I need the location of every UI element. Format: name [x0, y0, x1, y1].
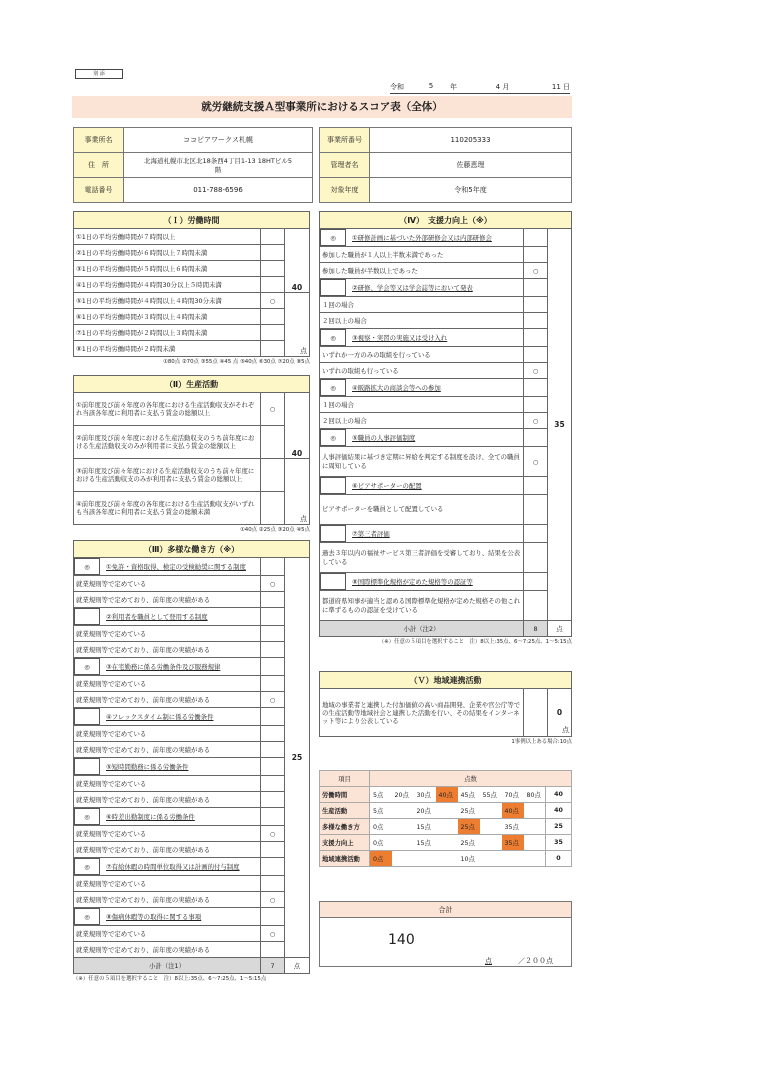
section-production [73, 375, 310, 533]
option-row: 就業規則等で定めている [74, 776, 261, 792]
selection-mark[interactable] [75, 609, 100, 625]
mark-cell[interactable] [261, 942, 285, 958]
mark-cell[interactable] [261, 842, 285, 858]
summary-cell [480, 803, 502, 819]
option-row: 就業規則等で定めており、前年度の実績がある [74, 792, 261, 808]
mark-cell[interactable]: ○ [524, 413, 548, 429]
mark-cell[interactable] [261, 277, 285, 293]
summary-row-total: 40 [546, 803, 572, 819]
group-title: ⑤短時間勤務に係る労働条件 [106, 763, 189, 771]
label-phone: 電話番号 [74, 178, 124, 203]
mark-cell[interactable] [261, 776, 285, 792]
group-title: ③在宅勤務に係る労働条件及び服務規律 [106, 663, 221, 671]
mark-cell[interactable] [261, 229, 285, 245]
summary-cell [502, 851, 524, 867]
summary-cell [436, 819, 458, 835]
section-working-hours [73, 211, 310, 365]
mark-cell[interactable] [261, 742, 285, 758]
summary-cell [480, 851, 502, 867]
selection-mark[interactable] [75, 709, 100, 725]
year-unit: 年 [450, 83, 457, 91]
scoring-note: ①80点 ②70点 ③55点 ④45 点 ⑤40点 ⑥30点 ⑦20点 ⑧5点 [163, 359, 310, 365]
summary-cell: 35点 [502, 835, 524, 851]
scoring-note: ①40点 ②25点 ③20点 ④5点 [239, 527, 310, 533]
selection-mark[interactable]: ◎ [321, 380, 346, 396]
option-row: 参加した職員が半数以上であった [320, 263, 524, 279]
mark-cell[interactable] [261, 726, 285, 742]
selection-mark[interactable]: ◎ [321, 330, 346, 346]
selection-mark[interactable] [75, 759, 100, 775]
summary-cell [392, 819, 414, 835]
section-score: 25 [285, 558, 310, 958]
selection-mark[interactable]: ◎ [75, 809, 100, 825]
mark-cell[interactable] [261, 309, 285, 325]
subtotal-value: 7 [261, 958, 285, 974]
summary-cell [524, 851, 546, 867]
section-regional [319, 671, 572, 745]
option-row: ④1日の平均労働時間が４時間30分以上５時間未満 [74, 277, 261, 293]
mark-cell[interactable] [261, 626, 285, 642]
selection-mark[interactable]: ◎ [75, 659, 100, 675]
label-target-year: 対象年度 [320, 178, 370, 203]
option-row: 就業規則等で定めており、前年度の実績がある [74, 592, 261, 608]
label-facility-number: 事業所番号 [320, 128, 370, 153]
section-title: （Ⅱ）生産活動 [74, 376, 310, 393]
mark-cell[interactable] [524, 495, 548, 525]
option-row: いずれの取組も行っている [320, 363, 524, 379]
year-value: 5 [428, 82, 434, 90]
phone: 011-788-6596 [124, 178, 313, 203]
selection-mark[interactable]: ◎ [75, 909, 100, 925]
group-title: ②研修、学会等又は学会誌等において発表 [352, 284, 473, 292]
mark-cell[interactable]: ○ [524, 447, 548, 477]
mark-cell[interactable]: ○ [261, 692, 285, 708]
summary-row-total: 25 [546, 819, 572, 835]
scoring-note: 1事例以上ある場合:10点 [511, 739, 572, 745]
mark-cell[interactable] [261, 592, 285, 608]
selection-mark[interactable]: ◎ [75, 559, 100, 575]
group-title: ③視察・実習の実施又は受け入れ [352, 334, 448, 342]
option-row: 就業規則等で定めており、前年度の実績がある [74, 642, 261, 658]
summary-cell [414, 851, 436, 867]
option-row: 就業規則等で定めており、前年度の実績がある [74, 892, 261, 908]
option-row: ①1日の平均労働時間が７時間以上 [74, 229, 261, 245]
summary-row-total: 40 [546, 787, 572, 803]
mark-cell[interactable] [261, 426, 285, 459]
header-points: 点数 [370, 771, 572, 787]
section-score: 40 [285, 229, 310, 293]
option-row: ④前年度及び前々年度の各年度における生産活動収支がいずれも当該各年度に利用者に支払う賃金の総額未満 [74, 492, 261, 525]
unit-label: 点 [562, 726, 569, 734]
unit-label: 点 [548, 621, 572, 637]
mark-cell[interactable] [261, 876, 285, 892]
summary-cell [392, 835, 414, 851]
summary-cell: 35点 [502, 819, 524, 835]
selection-mark[interactable] [321, 280, 346, 296]
summary-cell: 80点 [524, 787, 546, 803]
mark-cell[interactable] [261, 261, 285, 277]
summary-row-label: 労働時間 [320, 787, 370, 803]
option-row: 参加した職員が１人以上半数未満であった [320, 247, 524, 263]
unit-label: 点 [285, 459, 310, 525]
section-score [548, 689, 572, 737]
summary-cell [524, 803, 546, 819]
summary-cell: 20点 [414, 803, 436, 819]
group-title: ①研修計画に基づいた外部研修会又は内部研修会 [352, 234, 492, 242]
subtotal-label: 小計（注2） [320, 621, 524, 637]
mark-cell[interactable] [261, 492, 285, 525]
option-row: ⑧1日の平均労働時間が２時間未満 [74, 341, 261, 357]
mark-cell[interactable] [524, 397, 548, 413]
mark-cell[interactable]: ○ [524, 363, 548, 379]
option-row: ピアサポーターを職員として配置している [320, 495, 524, 525]
summary-row-label: 地域連携活動 [320, 851, 370, 867]
month-value: 4 月 [495, 83, 510, 91]
option-row: 就業規則等で定めている [74, 676, 261, 692]
score-value: 0 [556, 708, 563, 717]
date-row [390, 82, 570, 94]
unit-label: 点 [285, 958, 310, 974]
summary-cell [480, 819, 502, 835]
mark-cell[interactable] [524, 313, 548, 329]
section-title: （Ｖ）地域連携活動 [320, 672, 572, 689]
summary-cell [524, 835, 546, 851]
target-year: 令和5年度 [370, 178, 572, 203]
mark-cell[interactable] [261, 341, 285, 357]
summary-cell: 30点 [414, 787, 436, 803]
mark-cell[interactable]: ○ [261, 293, 285, 309]
summary-row-label: 支援力向上 [320, 835, 370, 851]
scoring-note: （※）任意の５項目を選択すること 注）8以上:35点、6～7:25点、1～5:15点 [73, 976, 267, 982]
mark-cell[interactable] [524, 347, 548, 363]
option-row: 就業規則等で定めており、前年度の実績がある [74, 742, 261, 758]
summary-cell: 25点 [458, 835, 480, 851]
manager-name: 佐藤恵理 [370, 153, 572, 178]
group-title: ⑦有給休暇の時間単位取得又は計画的付与制度 [106, 863, 240, 871]
selection-mark[interactable]: ◎ [321, 430, 346, 446]
section-score: 35 [548, 229, 572, 621]
summary-cell: 70点 [502, 787, 524, 803]
section-title: （Ⅳ） 支援力向上（※） [320, 212, 572, 229]
section-score: 40 [285, 393, 310, 459]
mark-cell[interactable] [524, 591, 548, 621]
section-support-capacity [319, 211, 572, 645]
summary-cell: 5点 [370, 803, 392, 819]
summary-cell [436, 803, 458, 819]
summary-cell: 20点 [392, 787, 414, 803]
option-row: いずれか一方のみの取組を行っている [320, 347, 524, 363]
option-row: 都道府県知事が適当と認める国際標準化規格が定めた規格その他これに準ずるものの認証を受けている [320, 591, 524, 621]
mark-cell[interactable] [261, 792, 285, 808]
option-row: ③1日の平均労働時間が５時間以上６時間未満 [74, 261, 261, 277]
option-row: 就業規則等で定めている [74, 626, 261, 642]
option-row: １回の場合 [320, 397, 524, 413]
label-facility-name: 事業所名 [74, 128, 124, 153]
summary-row-total: 0 [546, 851, 572, 867]
mark-cell[interactable] [261, 325, 285, 341]
facility-number: 110205333 [370, 128, 572, 153]
option-row: ①前年度及び前々年度の各年度における生産活動収支がそれぞれ当該各年度に利用者に支払う賃金の総額以上 [74, 393, 261, 426]
group-title: ⑦第三者評価 [352, 530, 390, 538]
scoring-note: （※）任意の５項目を選択すること 注）8以上:35点、6～7:25点、1～5:15点 [378, 639, 572, 645]
summary-cell: 0点 [370, 819, 392, 835]
mark-cell[interactable]: ○ [524, 263, 548, 279]
unit-label: 点 [285, 293, 310, 357]
option-row: 就業規則等で定めている [74, 826, 261, 842]
mark-cell[interactable]: ○ [261, 826, 285, 842]
group-title: ⑧国際標準化規格が定めた規格等の認証等 [352, 578, 473, 586]
mark-cell[interactable]: ○ [261, 576, 285, 592]
mark-cell[interactable] [261, 459, 285, 492]
summary-cell: 15点 [414, 835, 436, 851]
summary-cell: 10点 [458, 851, 480, 867]
summary-row-label: 生産活動 [320, 803, 370, 819]
total-max: ／２００点 [518, 957, 553, 965]
mark-cell[interactable]: ○ [261, 892, 285, 908]
option-row: 就業規則等で定めており、前年度の実績がある [74, 842, 261, 858]
option-row: ２回以上の場合 [320, 313, 524, 329]
option-row: ②1日の平均労働時間が６時間以上７時間未満 [74, 245, 261, 261]
summary-cell: 40点 [502, 803, 524, 819]
summary-cell [524, 819, 546, 835]
summary-cell: 40点 [436, 787, 458, 803]
total-unit: 点 [485, 957, 492, 965]
selection-mark[interactable] [321, 478, 346, 494]
label-address: 住 所 [74, 153, 124, 178]
selection-mark[interactable] [321, 526, 346, 542]
option-row: 地域の事業者と連携した付加価値の高い商品開発、企業や官公庁等での生産活動等地域社会と連携した活動を行い、その結果をインターネット等により公表している [320, 689, 524, 737]
mark-cell[interactable] [261, 642, 285, 658]
subtotal-value: 8 [524, 621, 548, 637]
label-manager: 管理者名 [320, 153, 370, 178]
total-value: 140 [388, 932, 415, 948]
option-row: 過去３年以内の福祉サービス第三者評価を受審しており、結果を公表している [320, 543, 524, 573]
mark-cell[interactable]: ○ [261, 926, 285, 942]
group-title: ⑤職員の人事評価制度 [352, 434, 416, 442]
summary-cell [480, 835, 502, 851]
selection-mark[interactable]: ◎ [321, 230, 346, 246]
group-title: ⑥ピアサポーターの配置 [352, 482, 422, 490]
summary-row-total: 35 [546, 835, 572, 851]
summary-cell: 5点 [370, 787, 392, 803]
summary-cell: 25点 [458, 803, 480, 819]
mark-cell[interactable] [524, 689, 548, 737]
option-row: ⑦1日の平均労働時間が２時間以上３時間未満 [74, 325, 261, 341]
option-row: ③前年度及び前々年度における生産活動収支のうち前々年度における生産活動収支のみが利用者に支払う賃金の総額以上 [74, 459, 261, 492]
mark-cell[interactable] [261, 245, 285, 261]
group-title: ②利用者を職員として登用する制度 [106, 613, 208, 621]
summary-cell: 15点 [414, 819, 436, 835]
option-row: 就業規則等で定めており、前年度の実績がある [74, 692, 261, 708]
total-box [319, 901, 572, 967]
summary-cell [392, 803, 414, 819]
option-row: 就業規則等で定めており、前年度の実績がある [74, 942, 261, 958]
summary-row-label: 多様な働き方 [320, 819, 370, 835]
option-row: ２回以上の場合 [320, 413, 524, 429]
summary-cell: 0点 [370, 851, 392, 867]
option-row: ⑤1日の平均労働時間が４時間以上４時間30分未満 [74, 293, 261, 309]
mark-cell[interactable] [524, 247, 548, 263]
header-item: 項目 [320, 771, 370, 787]
facility-info-right [319, 127, 572, 203]
mark-cell[interactable] [261, 676, 285, 692]
section-title: （Ⅲ）多様な働き方（※） [74, 541, 310, 558]
mark-cell[interactable] [524, 297, 548, 313]
section-diverse-work [73, 540, 310, 982]
score-summary-table [319, 770, 572, 867]
option-row: ⑥1日の平均労働時間が３時間以上４時間未満 [74, 309, 261, 325]
group-title: ⑧傷病休暇等の取得に関する事項 [106, 913, 202, 921]
option-row: 人事評価結果に基づき定期に昇給を判定する制度を設け、全ての職員に周知している [320, 447, 524, 477]
address: 北海道札幌市北区北18条西4丁目1-13 18HTビル5階 [124, 153, 313, 178]
summary-cell: 25点 [458, 819, 480, 835]
summary-cell: 55点 [480, 787, 502, 803]
attachment-tag: 別 添 [75, 69, 123, 79]
option-row: 就業規則等で定めている [74, 926, 261, 942]
total-label: 合計 [320, 902, 571, 918]
group-title: ④販路拡大の商談会等への参加 [352, 384, 441, 392]
mark-cell[interactable]: ○ [261, 393, 285, 426]
option-row: 就業規則等で定めている [74, 876, 261, 892]
day-value: 11 日 [551, 83, 570, 91]
group-title: ⑥時差出勤制度に係る労働条件 [106, 813, 195, 821]
section-title: （Ｉ）労働時間 [74, 212, 310, 229]
summary-cell [392, 851, 414, 867]
facility-info-left [73, 127, 313, 203]
option-row: ②前年度及び前々年度における生産活動収支のうち前年度における生産活動収支のみが利用者に支払う賃金の総額以上 [74, 426, 261, 459]
selection-mark[interactable] [321, 574, 346, 590]
option-row: 就業規則等で定めている [74, 576, 261, 592]
summary-cell [436, 835, 458, 851]
facility-name: ココピアワークス札幌 [124, 128, 313, 153]
option-row: 就業規則等で定めている [74, 726, 261, 742]
mark-cell[interactable] [524, 543, 548, 573]
era-label: 令和 [390, 83, 404, 91]
summary-cell: 45点 [458, 787, 480, 803]
option-row: １回の場合 [320, 297, 524, 313]
page-title: 就労継続支援Ａ型事業所におけるスコア表（全体） [72, 96, 572, 118]
group-title: ①免許・資格取得、検定の受検勧奨に関する制度 [106, 563, 246, 571]
summary-cell [436, 851, 458, 867]
subtotal-label: 小計（注1） [74, 958, 261, 974]
group-title: ④フレックスタイム制に係る労働条件 [106, 713, 214, 721]
summary-cell: 0点 [370, 835, 392, 851]
selection-mark[interactable]: ◎ [75, 859, 100, 875]
